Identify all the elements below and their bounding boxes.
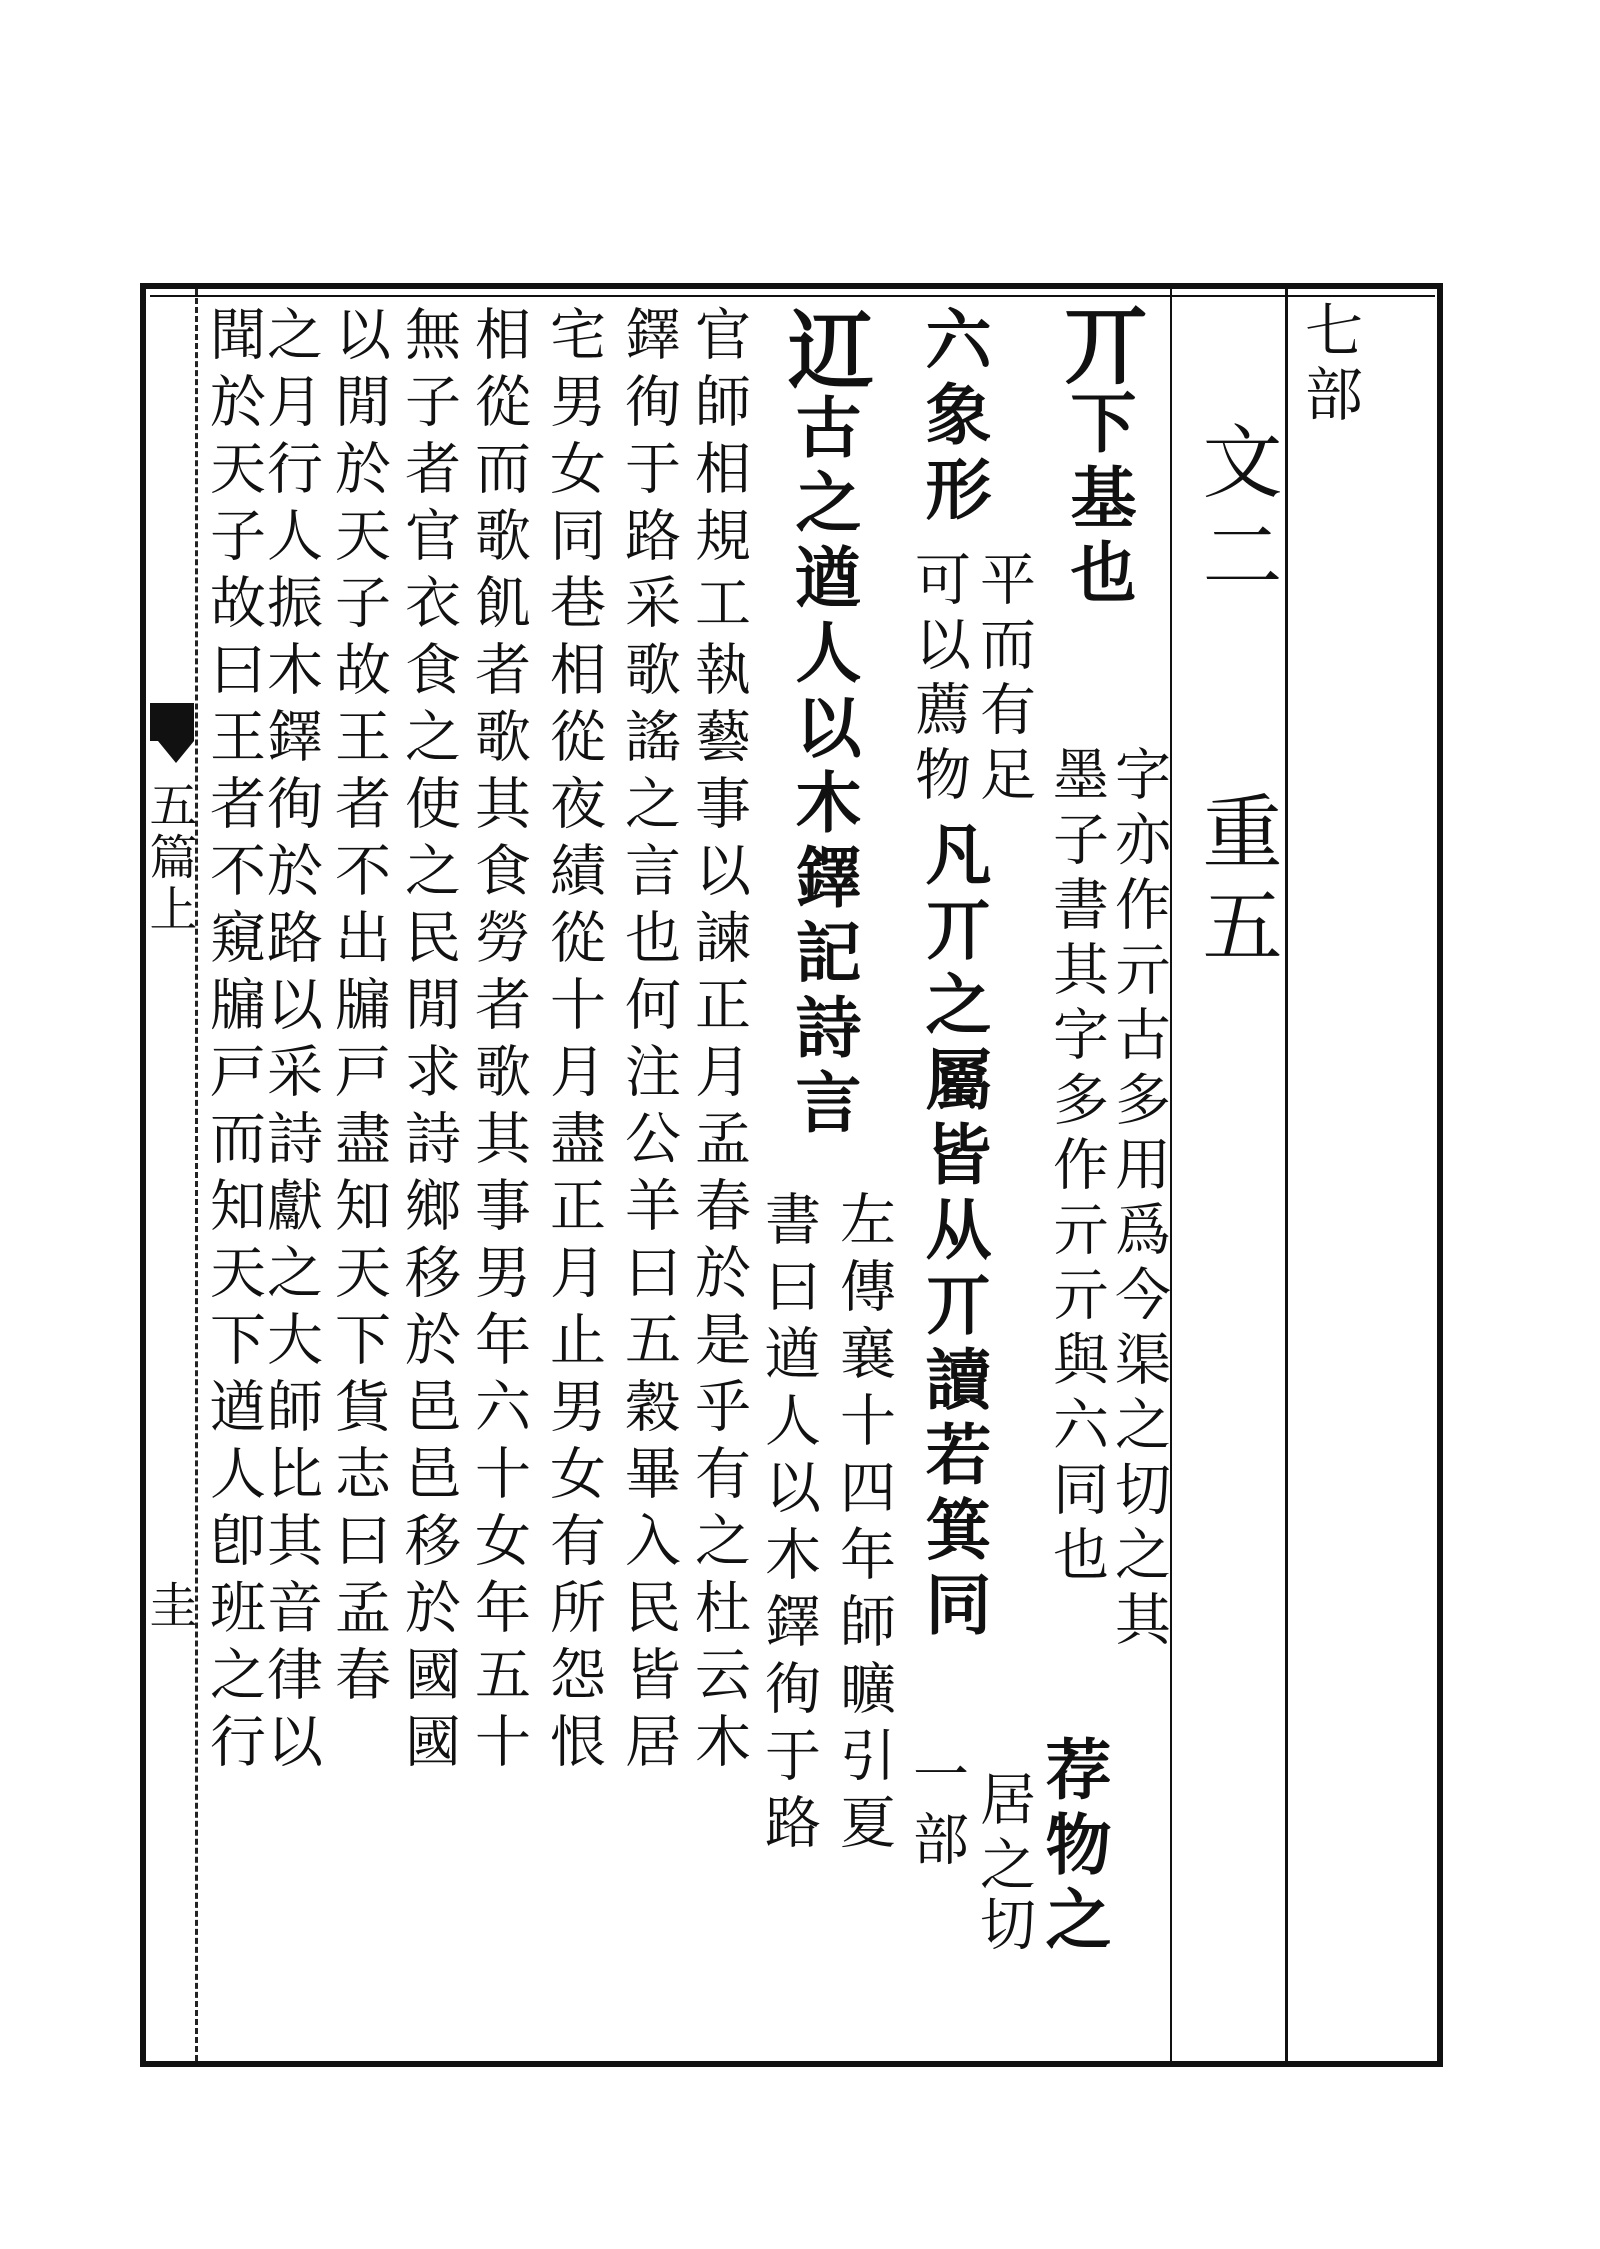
entry-2-head-character: 䢋 (773, 305, 874, 393)
commentary-line-3: 官師相規工執藝事以諫正月孟春於是乎有之杜云木 (686, 305, 751, 1779)
entry-1-gloss-line: 六象形 (914, 305, 992, 530)
gutter-fishtail-mark (150, 703, 194, 741)
leaf-number: 圭 (141, 1580, 197, 1630)
entry-2 (773, 305, 874, 1143)
commentary-line-8: 以閒於天子故王者不出牖戸盡知天下貨志曰孟春 (326, 305, 391, 1712)
commentary-line-4: 鐸徇于路采歌謠之言也何注公羊曰五穀畢入民皆居 (616, 305, 681, 1779)
gutter-rule (195, 289, 198, 2061)
entry-1-note-left: 墨子書其字多作亓亓與六同也 (1044, 745, 1109, 1590)
border-inner-line (150, 295, 1435, 297)
gutter-fishtail-triangle (158, 741, 194, 763)
commentary-line-5: 宅男女同巷相從夜績從十月盡正月止男女有所怨恨 (541, 305, 606, 1779)
entry-1-tail: 荐物之 (1034, 1735, 1112, 1960)
entry-1-shape-note-left: 可以薦物 (906, 550, 971, 810)
entry-1-shape-note-right: 平而有足 (971, 550, 1036, 810)
entry-1-head-character: 丌 (1048, 300, 1149, 388)
commentary-line-7: 無子者官衣食之使之民閒求詩鄉移於邑邑移於國國 (396, 305, 461, 1779)
entry-1-note-right: 字亦作亓古多用爲今渠之切之其 (1106, 745, 1171, 1655)
variant-count: 重五 (1189, 790, 1282, 978)
entry-1-note-bottom-1: 居之 (971, 1770, 1036, 1900)
entry-1-radical-statement: 凡丌之屬皆从丌讀若箕同 (914, 820, 992, 1645)
commentary-line-10: 聞於天子故曰王者不窺牖戸而知天下遒人卽班之行 (201, 305, 266, 1779)
fascicle-label: 五篇上 (141, 780, 197, 936)
section-column-rule (1285, 289, 1288, 2061)
entry-1-note-bottom-2: 一部 (904, 1745, 969, 1875)
section-label: 七部 (1295, 300, 1363, 428)
entry-1-note-bottom-3: 切 (971, 1895, 1036, 1960)
commentary-line-2: 書曰遒人以木鐸徇于路 (756, 1190, 821, 1860)
commentary-line-9: 之月行人振木鐸徇於路以采詩獻之大師比其音律以 (258, 305, 323, 1779)
commentary-line-1: 左傳襄十四年師曠引夏 (831, 1190, 896, 1860)
entry-2-gloss: 古之遒人以木鐸記詩言 (784, 393, 862, 1143)
entry-1-gloss: 下基也 (1059, 388, 1137, 613)
entry-1 (1048, 300, 1149, 613)
character-count: 文二 (1189, 420, 1282, 608)
commentary-line-6: 相從而歌飢者歌其食勞者歌其事男年六十女年五十 (466, 305, 531, 1779)
